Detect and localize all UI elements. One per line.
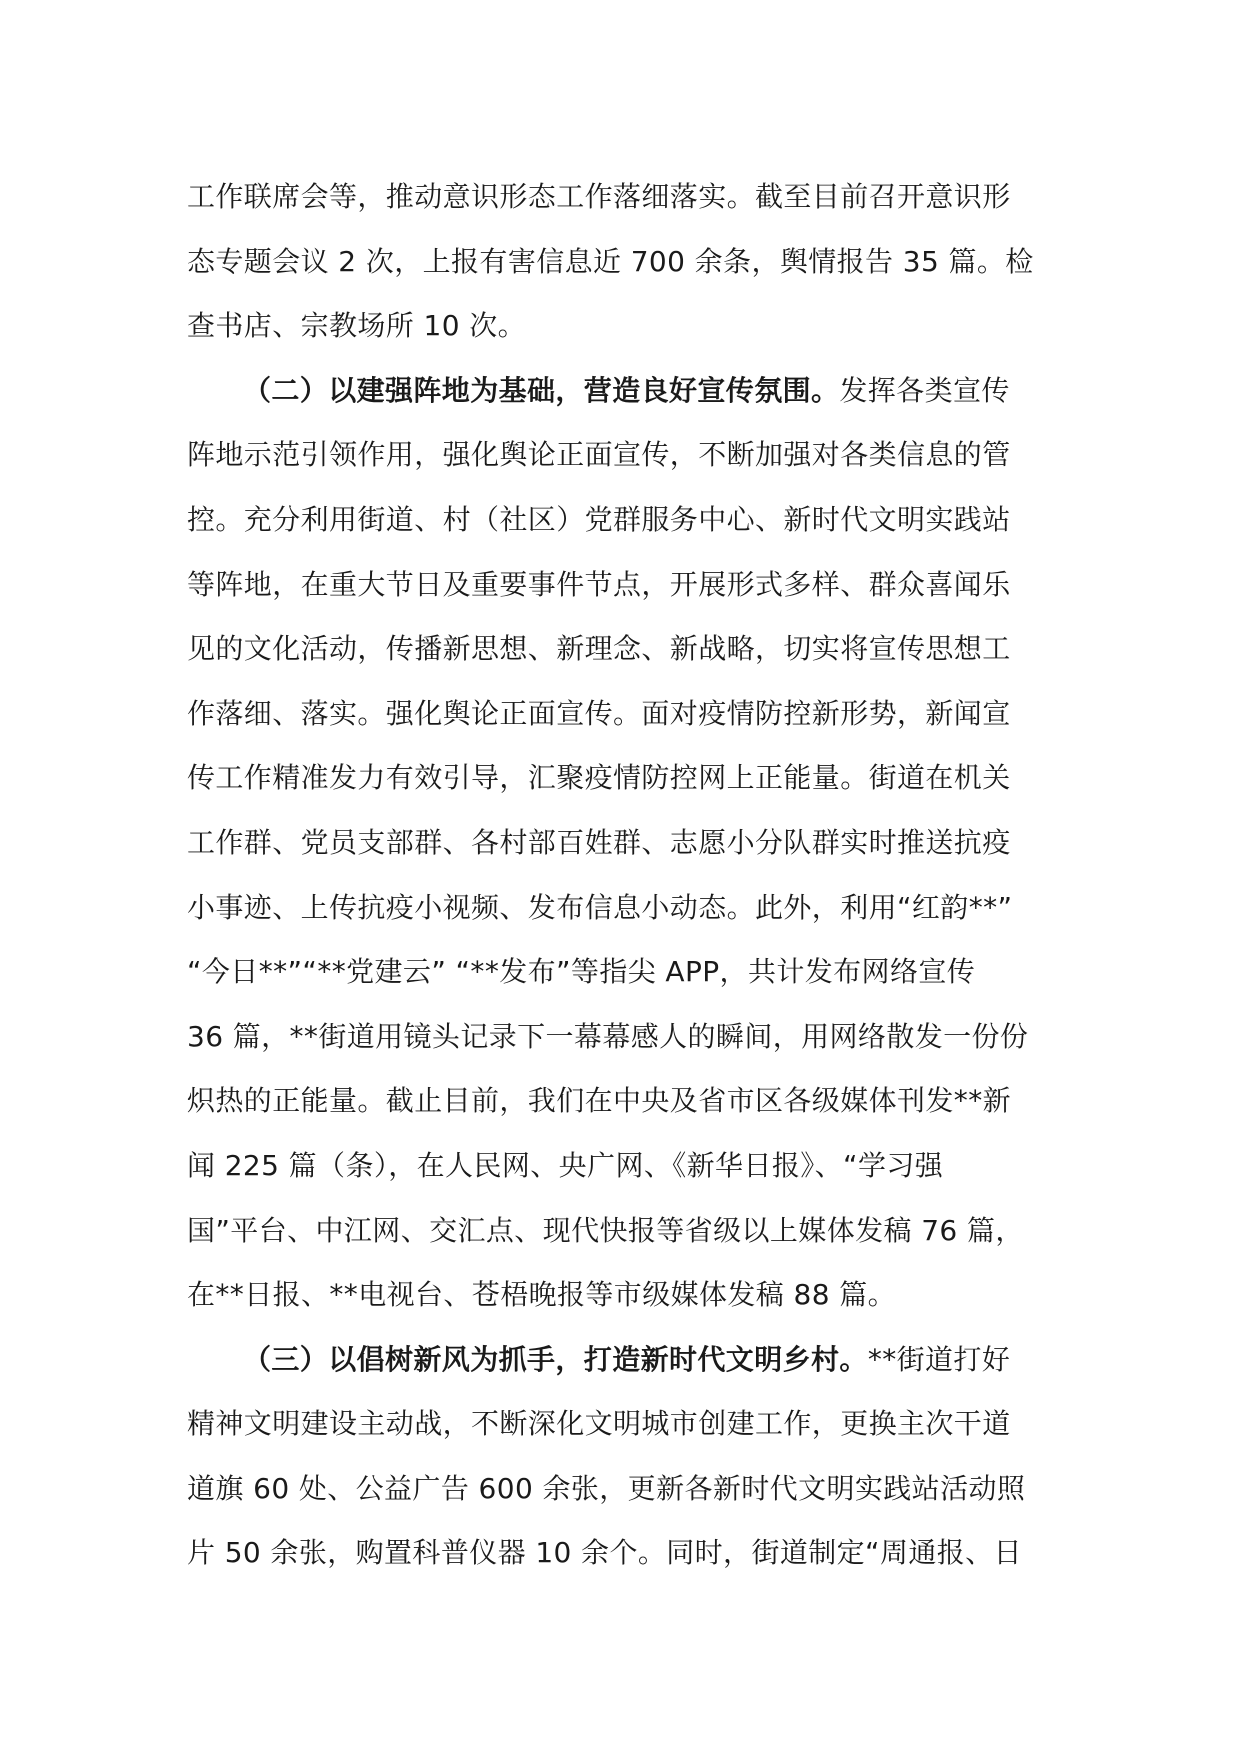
- text-line: 作落细、落实。强化舆论正面宣传。面对疫情防控新形势，新闻宣: [187, 696, 1011, 730]
- text-line: 态专题会议 2 次，上报有害信息近 700 余条，舆情报告 35 篇。检: [187, 244, 1034, 278]
- section-heading-three: （三）以倡树新风为抓手，打造新时代文明乡村。: [243, 1342, 868, 1376]
- text-line-rest: 发挥各类宣传: [839, 373, 1010, 407]
- text-line: 等阵地，在重大节日及重要事件节点，开展形式多样、群众喜闻乐: [187, 567, 1011, 601]
- text-line: 见的文化活动，传播新思想、新理念、新战略，切实将宣传思想工: [187, 632, 1011, 666]
- text-line: 工作群、党员支部群、各村部百姓群、志愿小分队群实时推送抗疫: [187, 825, 1011, 859]
- text-line: 道旗 60 处、公益广告 600 余张，更新各新时代文明实践站活动照: [187, 1471, 1026, 1505]
- section-two-first-line: [187, 359, 1067, 424]
- body-text: [187, 165, 1067, 1586]
- text-line: 阵地示范引领作用，强化舆论正面宣传，不断加强对各类信息的管: [187, 438, 1011, 472]
- section-three-first-line: [187, 1328, 1067, 1393]
- text-line: 小事迹、上传抗疫小视频、发布信息小动态。此外，利用“红韵**”: [187, 890, 1013, 924]
- text-line: 传工作精准发力有效引导，汇聚疫情防控网上正能量。街道在机关: [187, 761, 1011, 795]
- text-line: 闻 225 篇（条），在人民网、央广网、《新华日报》、“学习强: [187, 1148, 944, 1182]
- text-line: “今日**”“**党建云” “**发布”等指尖 APP，共计发布网络宣传: [187, 955, 976, 989]
- text-line: 炽热的正能量。截止目前，我们在中央及省市区各级媒体刊发**新: [187, 1084, 1012, 1118]
- text-line: 片 50 余张，购置科普仪器 10 余个。同时，街道制定“周通报、日: [187, 1536, 1022, 1570]
- text-line-rest: **街道打好: [867, 1342, 1011, 1376]
- section-heading-two: （二）以建强阵地为基础，营造良好宣传氛围。: [243, 373, 840, 407]
- text-line: 控。充分利用街道、村（社区）党群服务中心、新时代文明实践站: [187, 502, 1011, 536]
- text-line: 工作联席会等，推动意识形态工作落细落实。截至目前召开意识形: [187, 180, 1011, 213]
- text-line: 在**日报、**电视台、苍梧晚报等市级媒体发稿 88 篇。: [187, 1278, 897, 1312]
- text-line: 36 篇，**街道用镜头记录下一幕幕感人的瞬间，用网络散发一份份: [187, 1019, 1029, 1053]
- text-line: 精神文明建设主动战，不断深化文明城市创建工作，更换主次干道: [187, 1407, 1011, 1441]
- text-line: 国”平台、中江网、交汇点、现代快报等省级以上媒体发稿 76 篇，: [187, 1213, 1024, 1247]
- text-line: 查书店、宗教场所 10 次。: [187, 309, 527, 343]
